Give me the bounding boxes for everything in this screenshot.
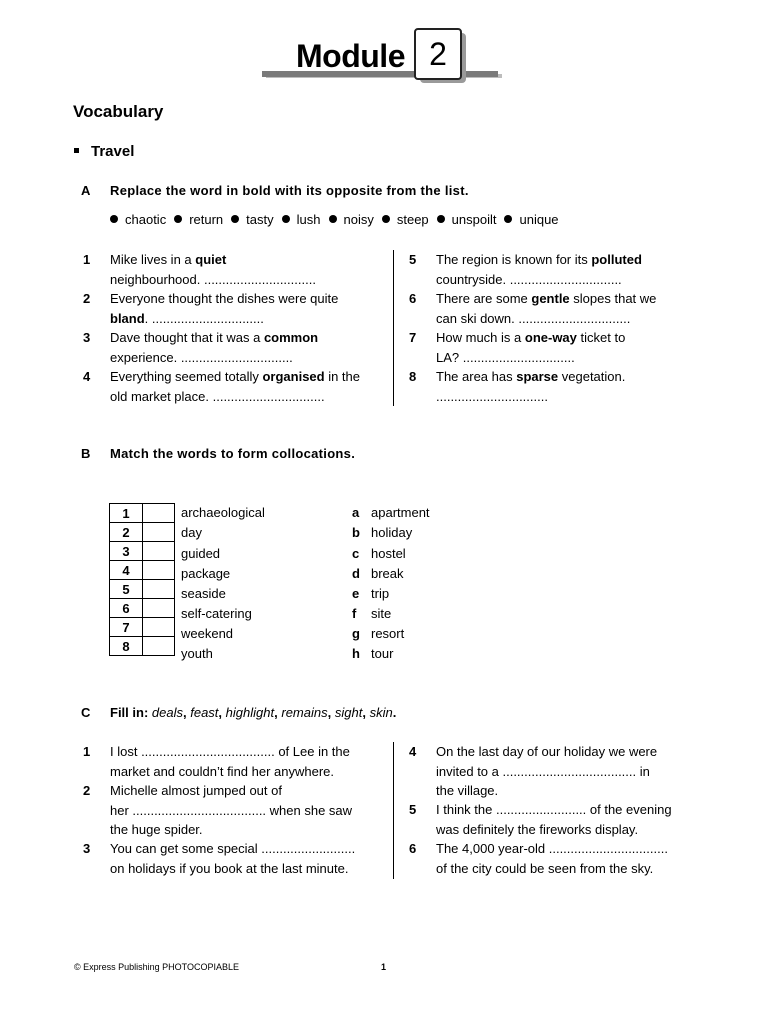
answer-box[interactable] [143, 599, 175, 618]
right-word: hostel [371, 546, 406, 561]
answer-box[interactable] [143, 504, 175, 523]
item-number: 5 [409, 802, 417, 817]
item-number: 1 [83, 744, 91, 759]
bullet-dot-icon [382, 215, 390, 223]
bullet-dot-icon [504, 215, 512, 223]
table-row: 4 [110, 561, 175, 580]
match-letter: h [352, 646, 360, 661]
answer-box[interactable] [143, 561, 175, 580]
option-item: lush [282, 212, 321, 227]
answer-box[interactable] [143, 523, 175, 542]
match-letter: f [352, 606, 357, 621]
module-title: Module [296, 38, 405, 74]
exercise-item: Everything seemed totally organised in the old market place. ............................... [110, 369, 361, 404]
option-item: unique [504, 212, 558, 227]
match-letter: e [352, 586, 360, 601]
right-word: break [371, 566, 404, 581]
item-number: 7 [409, 330, 417, 345]
table-row: 1 [110, 504, 175, 523]
topic-heading [74, 143, 134, 160]
item-number: 1 [83, 252, 91, 267]
column-divider [393, 742, 394, 879]
exercise-item: There are some gentle slopes that we can ski down. ............................... [436, 291, 657, 326]
right-word: holiday [371, 525, 413, 540]
item-number: 2 [83, 783, 91, 798]
left-word: archaeological [181, 505, 265, 520]
table-row: 2 [110, 523, 175, 542]
module-number: 2 [429, 35, 447, 72]
table-row: 3 [110, 542, 175, 561]
table-row: 8 [110, 637, 175, 656]
exercise-item: Everyone thought the dishes were quite bland. ............................... [110, 291, 339, 326]
match-letter: b [352, 525, 360, 540]
module-number-box [414, 28, 462, 80]
section-c-instruction: Fill in: deals, feast, highlight, remains, sight, skin. [110, 705, 397, 720]
right-word: apartment [371, 505, 430, 520]
bullet-dot-icon [282, 215, 290, 223]
left-word: seaside [181, 586, 226, 601]
section-c-letter: C [81, 705, 91, 720]
table-row: 6 [110, 599, 175, 618]
section-title: Vocabulary [73, 102, 164, 121]
answer-box[interactable] [143, 542, 175, 561]
item-number: 3 [83, 841, 91, 856]
options-list [110, 212, 567, 227]
bullet-dot-icon [174, 215, 182, 223]
answer-box[interactable] [143, 618, 175, 637]
exercise-item: Dave thought that it was a common experience. ............................... [110, 330, 319, 365]
option-item: noisy [329, 212, 374, 227]
item-number: 6 [409, 841, 417, 856]
option-item: steep [382, 212, 429, 227]
left-word: day [181, 525, 202, 540]
exercise-item: I lost ..................................... of Lee in the market and couldn’t find her anywhere. [110, 744, 350, 779]
answer-box[interactable] [143, 637, 175, 656]
exercise-item: Mike lives in a quiet neighbourhood. ............................... [110, 252, 316, 287]
exercise-item: Michelle almost jumped out of her ..................................... when she saw the huge spider. [110, 783, 353, 837]
match-letter: c [352, 546, 360, 561]
right-word: site [371, 606, 392, 621]
left-word: package [181, 566, 231, 581]
section-b-instruction: Match the words to form collocations. [110, 446, 356, 461]
table-row: 5 [110, 580, 175, 599]
match-letter: g [352, 626, 360, 641]
exercise-item: I think the ......................... of the evening was definitely the fireworks display. [436, 802, 672, 837]
item-number: 5 [409, 252, 417, 267]
left-word: youth [181, 646, 213, 661]
match-letter: a [352, 505, 360, 520]
page-number: 1 [381, 962, 387, 972]
exercise-item: On the last day of our holiday we were invited to a ..................................... in the village. [436, 744, 658, 798]
table-row: 7 [110, 618, 175, 637]
topic-label: Travel [91, 143, 135, 160]
column-divider [393, 250, 394, 406]
left-word: guided [181, 546, 221, 561]
exercise-item: The 4,000 year-old ................................. of the city could be seen from the sky. [436, 841, 668, 876]
left-word: weekend [181, 626, 234, 641]
section-a-instruction: Replace the word in bold with its opposite from the list. [110, 183, 469, 198]
section-a-letter: A [81, 183, 91, 198]
option-item: tasty [231, 212, 273, 227]
option-item: unspoilt [437, 212, 497, 227]
section-b-letter: B [81, 446, 91, 461]
right-word: tour [371, 646, 394, 661]
footer-copyright: © Express Publishing PHOTOCOPIABLE [74, 962, 240, 972]
right-word: resort [371, 626, 405, 641]
answer-box[interactable] [143, 580, 175, 599]
left-word: self-catering [181, 606, 252, 621]
item-number: 8 [409, 369, 417, 384]
exercise-item: The area has sparse vegetation. ............................... [436, 369, 626, 404]
match-table [109, 503, 175, 656]
item-number: 4 [83, 369, 91, 384]
option-item: return [174, 212, 223, 227]
bullet-dot-icon [110, 215, 118, 223]
option-item: chaotic [110, 212, 166, 227]
match-letter: d [352, 566, 360, 581]
item-number: 4 [409, 744, 417, 759]
bullet-square-icon [74, 148, 79, 153]
exercise-item: You can get some special .......................... on holidays if you book at the last minute. [110, 841, 356, 876]
item-number: 3 [83, 330, 91, 345]
item-number: 2 [83, 291, 91, 306]
right-word: trip [371, 586, 390, 601]
exercise-item: How much is a one-way ticket to LA? ............................... [436, 330, 626, 365]
bullet-dot-icon [329, 215, 337, 223]
bullet-dot-icon [437, 215, 445, 223]
item-number: 6 [409, 291, 417, 306]
bullet-dot-icon [231, 215, 239, 223]
exercise-item: The region is known for its polluted countryside. ............................... [436, 252, 642, 287]
